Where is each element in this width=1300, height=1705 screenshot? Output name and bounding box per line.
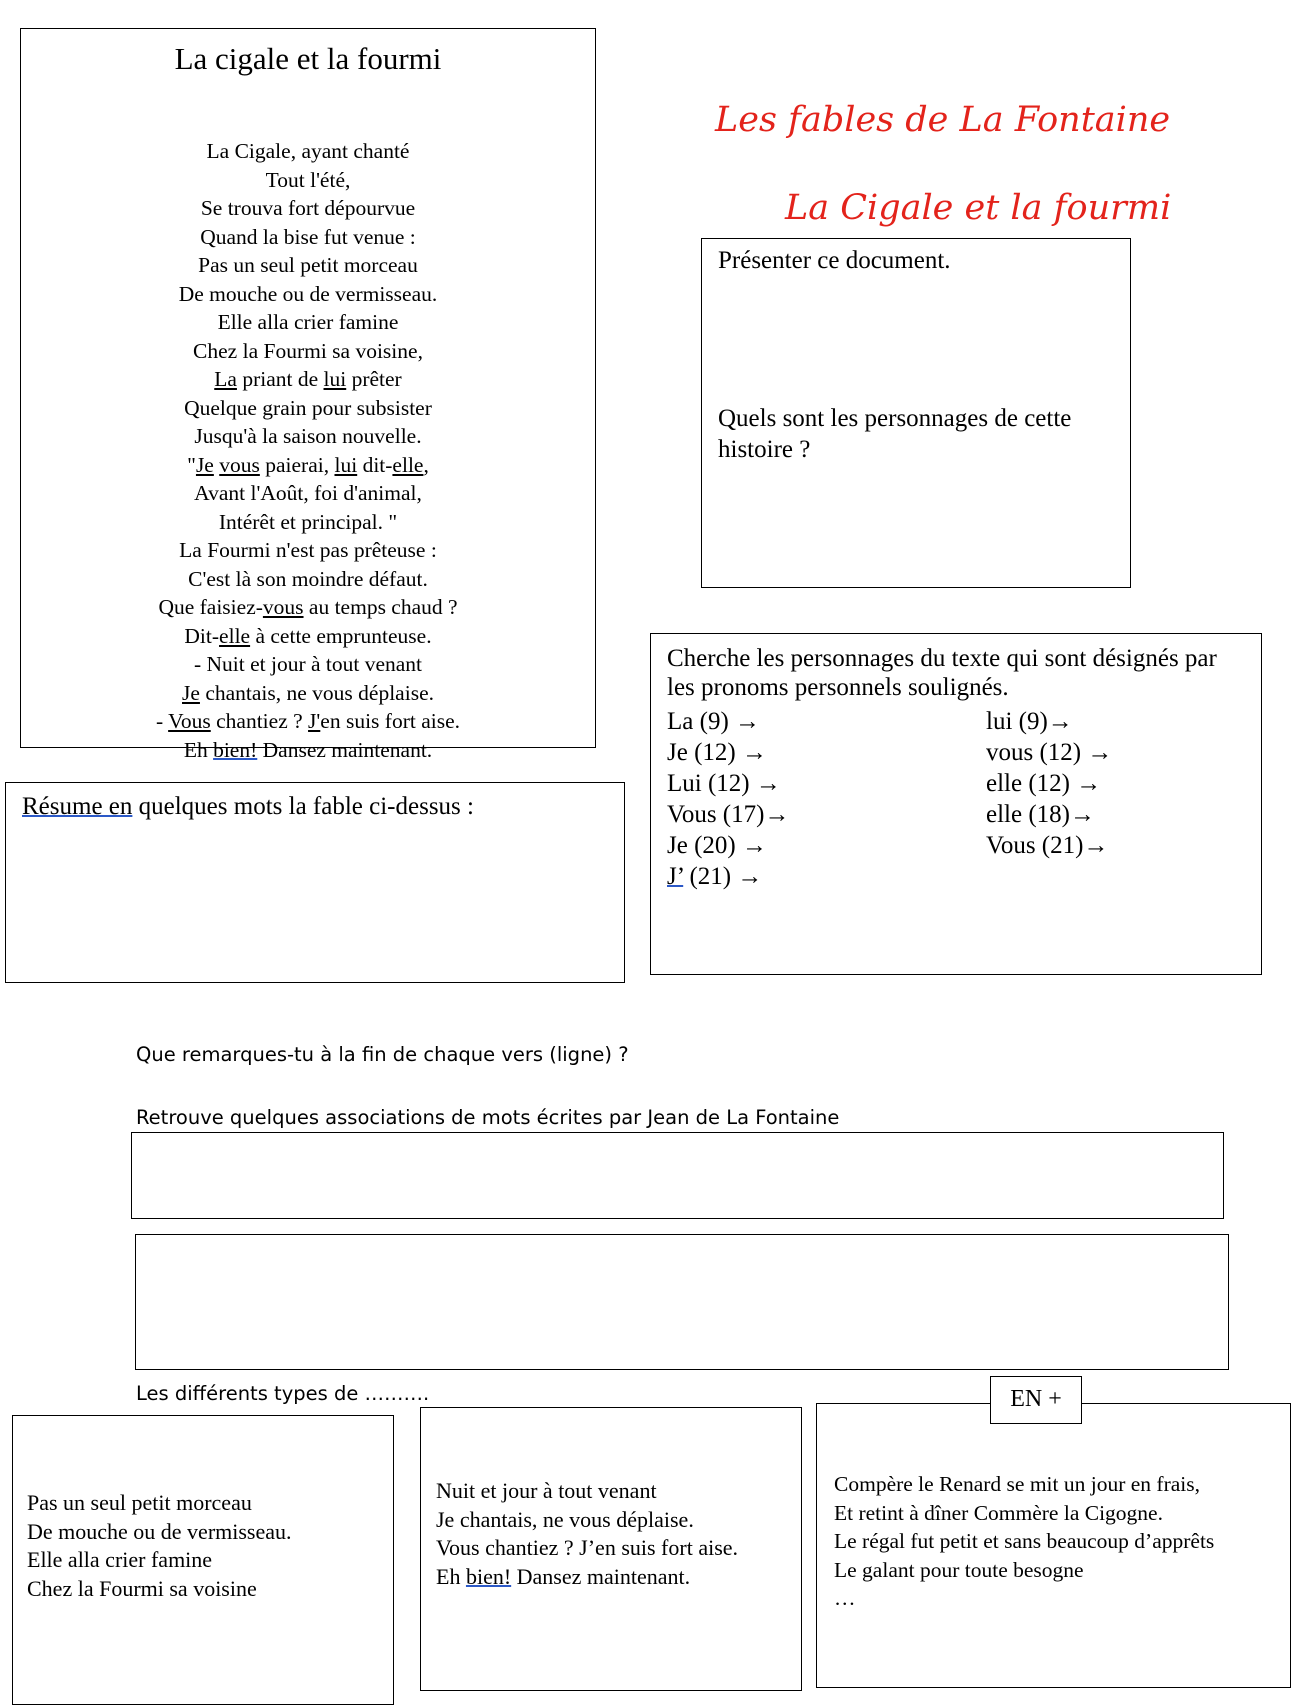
poem-line: La Fourmi n'est pas prêteuse : — [179, 538, 437, 562]
pronoun-instruction: Cherche les personnages du texte qui sont désignés par les pronoms personnels soulignés. — [667, 645, 1217, 701]
pronoun-item: elle (18)→ — [986, 801, 1095, 828]
en-plus-label: EN + — [990, 1376, 1082, 1424]
excerpt-line: De mouche ou de vermisseau. — [27, 1518, 292, 1544]
poem-line: Avant l'Août, foi d'animal, — [194, 481, 422, 505]
excerpt-text — [27, 1489, 292, 1603]
poem-line: Quand la bise fut venue : — [200, 224, 416, 249]
poem-line: Pas un seul petit morceau — [198, 253, 418, 277]
poem-line: Se trouva fort dépourvue — [200, 196, 416, 220]
excerpt-line: Vous chantiez ? J’en suis fort aise. — [436, 1535, 739, 1560]
pronoun-item: Vous (21)→ — [986, 832, 1109, 859]
excerpt-line: Eh bien! Dansez maintenant. — [436, 1563, 691, 1589]
poem-line: Elle alla crier famine — [217, 310, 399, 334]
excerpt-line: Elle alla crier famine — [27, 1547, 213, 1572]
poem-line: C'est là son moindre défaut. — [188, 566, 428, 591]
excerpt-line: Je chantais, ne vous déplaise. — [436, 1506, 694, 1532]
poem-line: Chez la Fourmi sa voisine, — [193, 338, 423, 363]
pronoun-box[interactable] — [650, 633, 1262, 975]
types-question: Les différents types de ………. — [136, 1382, 430, 1405]
associations-question: Retrouve quelques associations de mots écrites par Jean de La Fontaine — [136, 1106, 840, 1129]
excerpt-line: … — [834, 1586, 856, 1610]
pronoun-item: Je (12) → — [667, 739, 767, 766]
pronoun-item: Vous (17)→ — [667, 801, 790, 828]
pronoun-item: lui (9)→ — [986, 708, 1073, 735]
rhyme-question: Que remarques-tu à la fin de chaque vers (ligne) ? — [136, 1043, 629, 1066]
poem-line: Eh bien! Dansez maintenant. — [183, 737, 433, 762]
summary-box[interactable] — [5, 782, 625, 983]
present-question: Présenter ce document. — [718, 247, 951, 274]
summary-prompt: Résume en quelques mots la fable ci-dessus : — [22, 793, 474, 820]
excerpt-line: Et retint à dîner Commère la Cigogne. — [834, 1500, 1163, 1525]
present-box[interactable] — [701, 238, 1131, 588]
page-subtitle: La Cigale et la fourmi — [785, 188, 1172, 228]
page-title: Les fables de La Fontaine — [715, 100, 1171, 140]
excerpt-line: Chez la Fourmi sa voisine — [27, 1575, 257, 1601]
pronoun-item: Je (20) → — [667, 832, 767, 859]
poem-box — [20, 28, 596, 762]
poem-line: - Nuit et jour à tout venant — [193, 652, 423, 676]
poem-line: Intérêt et principal. " — [218, 509, 398, 534]
poem-line: Je chantais, ne vous déplaise. — [182, 680, 434, 705]
excerpt-line: Le galant pour toute besogne — [834, 1557, 1084, 1582]
answer-box[interactable] — [135, 1234, 1229, 1370]
excerpt-line: Pas un seul petit morceau — [27, 1490, 252, 1515]
characters-question: Quels sont les personnages de cette histoire ? — [718, 405, 1072, 463]
excerpt-line: Le régal fut petit et sans beaucoup d’apprêts — [834, 1529, 1215, 1553]
poem-line: "Je vous paierai, lui dit-elle, — [187, 452, 429, 477]
bonus-box — [816, 1403, 1291, 1688]
answer-box[interactable] — [131, 1132, 1224, 1219]
poem-text — [21, 137, 595, 764]
poem-line: De mouche ou de vermisseau. — [178, 281, 438, 306]
pronoun-item: elle (12) → — [986, 770, 1102, 797]
excerpt-line: Nuit et jour à tout venant — [436, 1478, 657, 1503]
bonus-text — [834, 1470, 1214, 1613]
poem-line: La Cigale, ayant chanté — [206, 139, 410, 163]
poem-line: Tout l'été, — [265, 167, 351, 192]
pronoun-item: J’ (21) → — [667, 863, 763, 890]
excerpt-text — [436, 1477, 738, 1591]
poem-line: Jusqu'à la saison nouvelle. — [194, 424, 422, 448]
poem-line: La priant de lui prêter — [214, 367, 402, 391]
pronoun-item: La (9) → — [667, 708, 761, 735]
poem-line: Que faisiez-vous au temps chaud ? — [158, 595, 458, 619]
poem-line: - Vous chantiez ? J'en suis fort aise. — [155, 709, 461, 733]
excerpt-line: Compère le Renard se mit un jour en frais, — [834, 1472, 1200, 1496]
pronoun-item: Lui (12) → — [667, 770, 781, 797]
poem-line: Quelque grain pour subsister — [184, 395, 432, 420]
excerpt-box — [420, 1407, 802, 1691]
poem-line: Dit-elle à cette emprunteuse. — [184, 623, 432, 648]
pronoun-item: vous (12) → — [986, 739, 1113, 766]
excerpt-box — [12, 1415, 394, 1705]
poem-title: La cigale et la fourmi — [174, 41, 442, 76]
